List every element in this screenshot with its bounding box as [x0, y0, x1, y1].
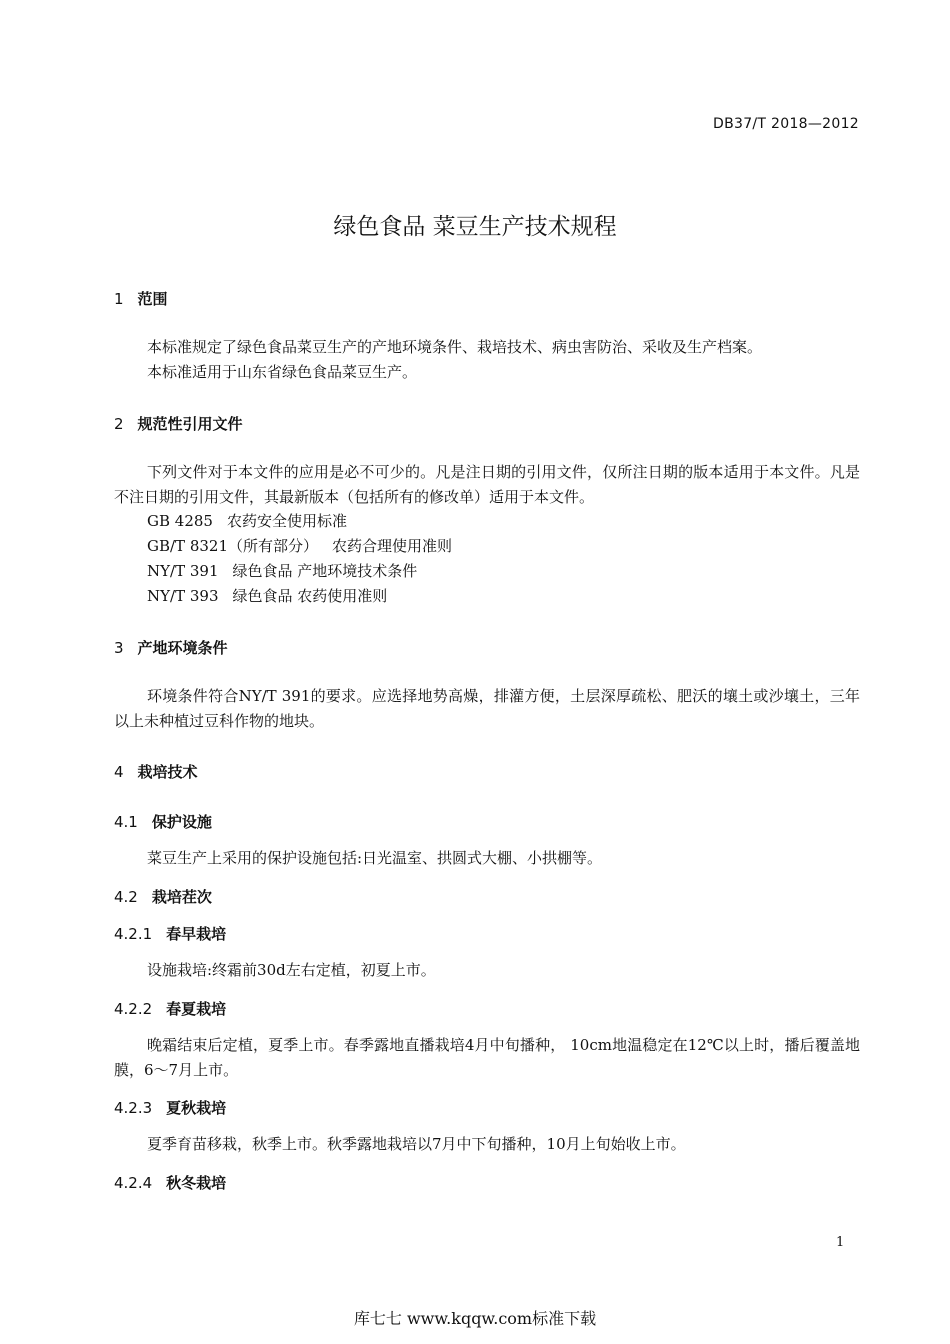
reference-item: NY/T 391 绿色食品 产地环境技术条件 — [147, 562, 418, 580]
paragraph: 下列文件对于本文件的应用是必不可少的。凡是注日期的引用文件，仅所注日期的版本适用于本文件。凡是不注日期的引用文件，其最新版本（包括所有的修改单）适用于本文件。 — [114, 463, 860, 506]
document-title: 绿色食品 菜豆生产技术规程 — [333, 214, 617, 240]
section-heading-4-2-4: 4.2.4 秋冬栽培 — [114, 1174, 227, 1192]
paragraph: 设施栽培:终霜前30d左右定植，初夏上市。 — [147, 961, 436, 979]
section-heading-2: 2 规范性引用文件 — [114, 415, 243, 433]
paragraph: 晚霜结束后定植，夏季上市。春季露地直播栽培4月中旬播种， 10cm地温稳定在12℃以上时，播后覆盖地膜，6～7月上市。 — [114, 1036, 860, 1079]
section-heading-1: 1 范围 — [114, 290, 168, 308]
section-heading-4-2-3: 4.2.3 夏秋栽培 — [114, 1099, 227, 1117]
section-heading-3: 3 产地环境条件 — [114, 639, 228, 657]
paragraph: 菜豆生产上采用的保护设施包括:日光温室、拱圆式大棚、小拱棚等。 — [147, 849, 603, 867]
paragraph: 本标准适用于山东省绿色食品菜豆生产。 — [147, 363, 418, 381]
reference-item: NY/T 393 绿色食品 农药使用准则 — [147, 587, 388, 605]
section-heading-4-2-1: 4.2.1 春早栽培 — [114, 925, 227, 943]
section-heading-4-2: 4.2 栽培茬次 — [114, 888, 212, 906]
paragraph: 夏季育苗移栽，秋季上市。秋季露地栽培以7月中下旬播种，10月上旬始收上市。 — [147, 1135, 686, 1153]
reference-item: GB 4285 农药安全使用标准 — [147, 512, 347, 530]
section-heading-4: 4 栽培技术 — [114, 763, 198, 781]
footer-watermark: 库七七 www.kqqw.com标准下载 — [353, 1309, 597, 1328]
paragraph: 本标准规定了绿色食品菜豆生产的产地环境条件、栽培技术、病虫害防治、采收及生产档案。 — [147, 338, 763, 356]
section-heading-4-1: 4.1 保护设施 — [114, 813, 212, 831]
reference-item: GB/T 8321（所有部分） 农药合理使用准则 — [147, 537, 453, 555]
page-number: 1 — [836, 1235, 845, 1250]
paragraph: 环境条件符合NY/T 391的要求。应选择地势高燥，排灌方便，土层深厚疏松、肥沃的壤土或沙壤土，三年以上未种植过豆科作物的地块。 — [114, 687, 860, 730]
section-heading-4-2-2: 4.2.2 春夏栽培 — [114, 1000, 227, 1018]
standard-code: DB37/T 2018—2012 — [713, 116, 859, 132]
